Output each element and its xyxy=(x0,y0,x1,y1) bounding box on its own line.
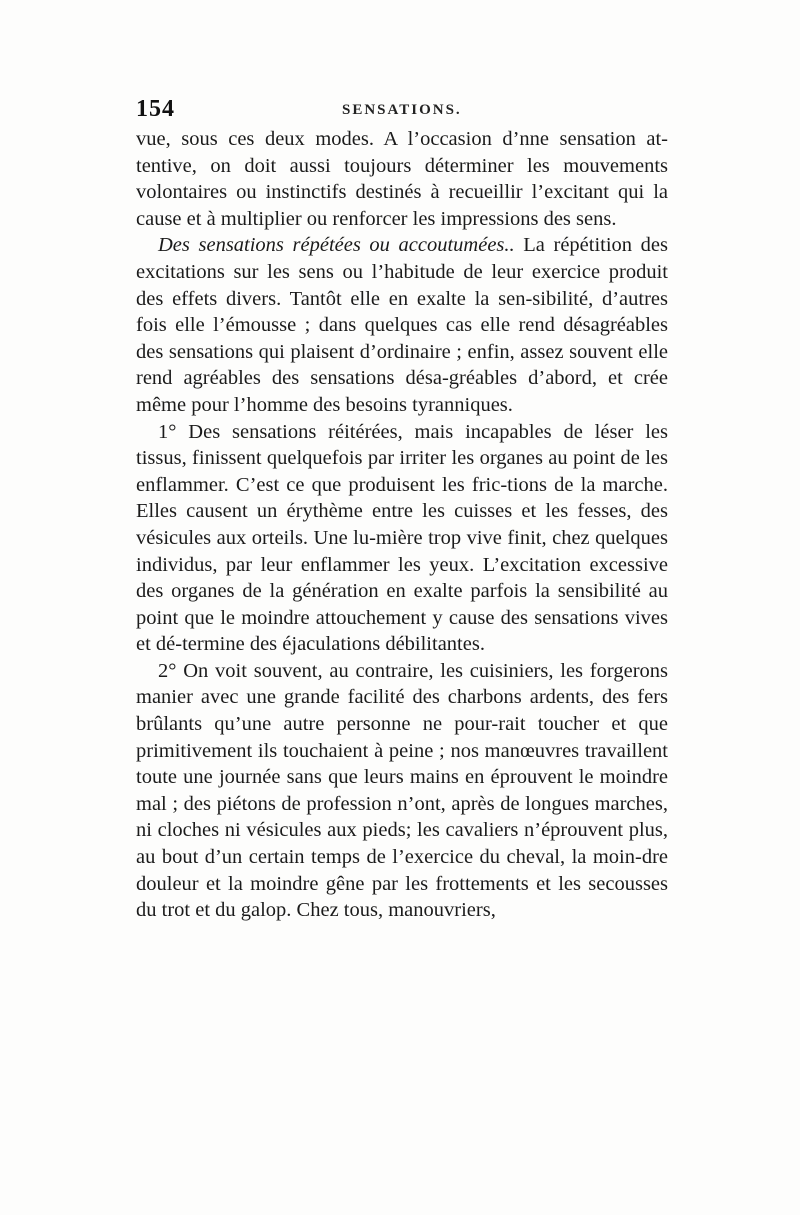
paragraph-4 xyxy=(136,658,668,924)
paragraph-4-text: 2° On voit souvent, au contraire, les cuisiniers, les forgerons manier avec une grande facilité des charbons ardents, des fers brûlants qu’une autre personne ne pour-rait toucher et que primitivement ils touchaient à peine ; nos manœuvres travaillent toute une journée sans que leurs mains en éprouvent le moindre mal ; des piétons de profession n’ont, après de longues marches, ni cloches ni vésicules aux pieds; les cavaliers n’éprouvent plus, au bout d’un certain temps de l’exercice du cheval, la moin-dre douleur et la moindre gêne par les frottements et les secousses du trot et du galop. Chez tous, manouvriers, xyxy=(136,659,668,922)
paragraph-3 xyxy=(136,419,668,658)
paragraph-1-text: vue, sous ces deux modes. A l’occasion d’nne sensation at-tentive, on doit aussi toujours déterminer les mouvements volontaires ou instinctifs destinés à recueillir l’excitant qui la cause et à multiplier ou renforcer les impressions des sens. xyxy=(136,128,668,230)
paragraph-2 xyxy=(136,232,668,418)
text-body xyxy=(136,126,668,924)
running-head: SENSATIONS. xyxy=(342,102,462,118)
paragraph-3-text: 1° Des sensations réitérées, mais incapables de léser les tissus, finissent quelquefois par irriter les organes au point de les enflammer. C’est ce que produisent les fric-tions de la marche. Elles causent un érythème entre les cuisses et les fesses, des vésicules aux orteils. Une lu-mière trop vive finit, chez quelques individus, par leur enflammer les yeux. L’excitation excessive des organes de la génération en exalte parfois la sensibilité au point que le moindre attouchement y cause des sensations vives et dé-termine des éjaculations débilitantes. xyxy=(136,420,668,656)
paragraph-1 xyxy=(136,126,668,232)
section-heading: Des sensations répétées ou accoutumées.. xyxy=(158,234,515,257)
page-header xyxy=(136,96,668,126)
page-number: 154 xyxy=(136,96,175,122)
paragraph-2-text: La répétition des excitations sur les sens ou l’habitude de leur exercice produit des effets divers. Tantôt elle en exalte la sen-sibilité, d’autres fois elle l’émousse ; dans quelques cas elle rend désagréables des sensations qui plaisent d’ordinaire ; enfin, assez souvent elle rend agréables des sensations désa-gréables d’abord, et crée même pour l’homme des besoins tyranniques. xyxy=(136,234,668,416)
